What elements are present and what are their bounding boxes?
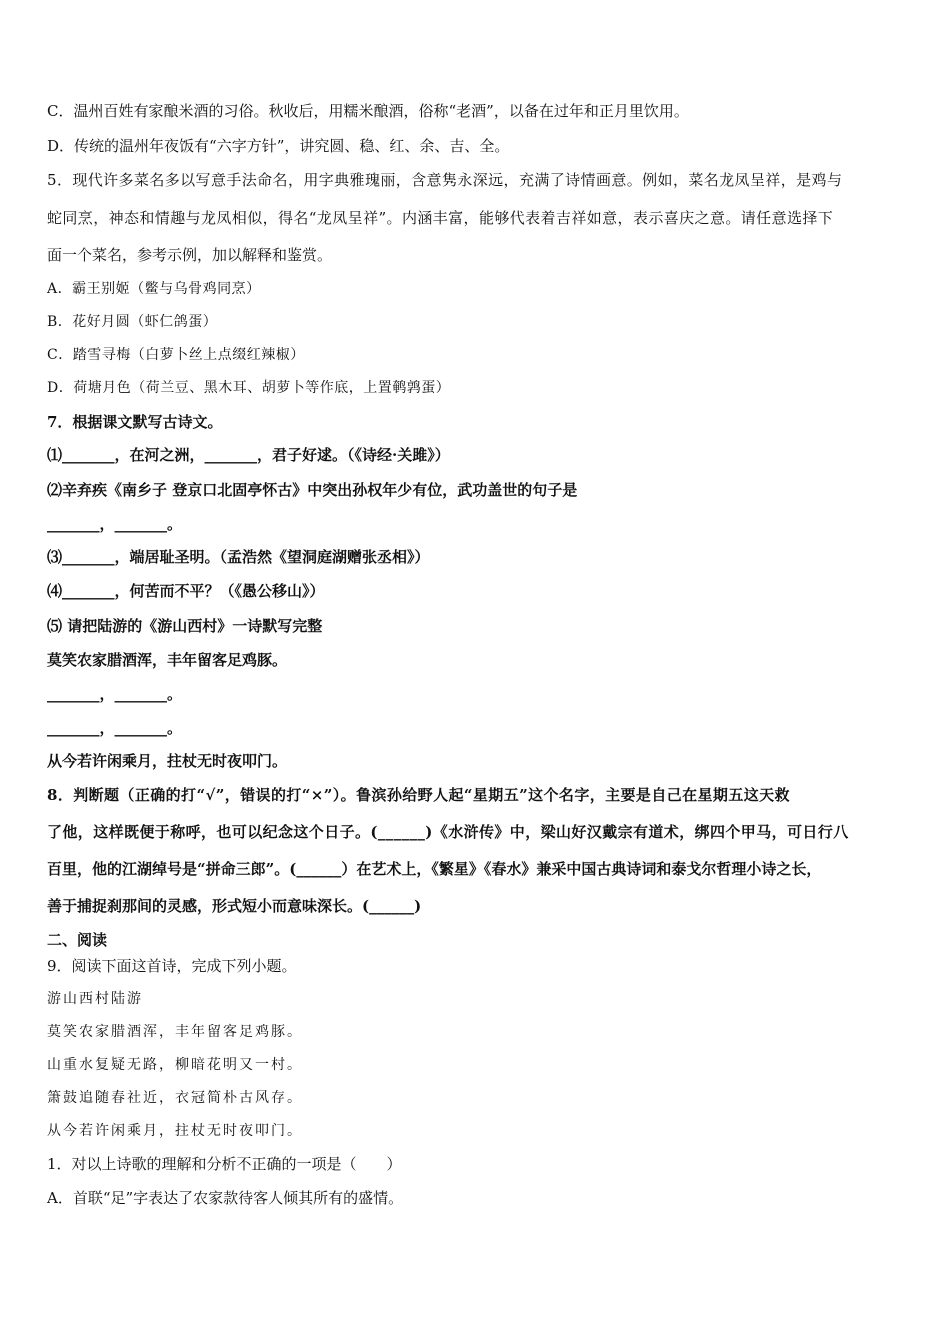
section-reading-heading: 二、阅读 xyxy=(47,931,108,949)
question-7-item-2: ⑵辛弃疾《南乡子 登京口北固亭怀古》中突出孙权年少有位，武功盖世的句子是 xyxy=(47,481,578,499)
option-c-wenzhou-wine: C．温州百姓有家酿米酒的习俗。秋收后，用糯米酿酒，俗称“老酒”，以备在过年和正月里饮用。 xyxy=(47,102,689,120)
poem-blank-line-1: _______，_______。 xyxy=(47,685,183,703)
subquestion-1: 1．对以上诗歌的理解和分析不正确的一项是（ ） xyxy=(47,1155,402,1173)
poem-line-1: 莫笑农家腊酒浑，丰年留客足鸡豚。 xyxy=(47,1024,303,1040)
question-8-line-3: 百里，他的江湖绰号是“拼命三郎”。(______）在艺术上，《繁星》《春水》兼采中国古典诗词和泰戈尔哲理小诗之长， xyxy=(47,860,822,878)
question-7-item-2-blanks: _______，_______。 xyxy=(47,515,183,533)
question-8-line-2: 了他，这样既便于称呼，也可以纪念这个日子。(______)《水浒传》中，梁山好汉戴宗有道术，绑四个甲马，可日行八 xyxy=(47,823,849,841)
poem-line-given-1: 莫笑农家腊酒浑，丰年留客足鸡豚。 xyxy=(47,651,288,669)
question-5-line-2: 蛇同烹，神态和情趣与龙凤相似，得名“龙凤呈祥”。内涵丰富，能够代表着吉祥如意，表示喜庆之意。请任意选择下 xyxy=(47,209,834,227)
poem-line-4: 从今若许闲乘月，拄杖无时夜叩门。 xyxy=(47,1123,303,1139)
question-7-item-5: ⑸ 请把陆游的《游山西村》一诗默写完整 xyxy=(47,617,323,635)
poem-blank-line-2: _______，_______。 xyxy=(47,719,183,737)
poem-line-2: 山重水复疑无路，柳暗花明又一村。 xyxy=(47,1057,303,1073)
dish-option-a: A．霸王别姬（鳖与乌骨鸡同烹） xyxy=(47,281,261,297)
poem-line-3: 箫鼓追随春社近，衣冠简朴古风存。 xyxy=(47,1090,303,1106)
question-8-line-4: 善于捕捉刹那间的灵感，形式短小而意味深长。(______) xyxy=(47,897,422,915)
question-7-item-4: ⑷_______，何苦而不平？（《愚公移山》） xyxy=(47,582,325,600)
question-5-line-1: 5．现代许多菜名多以写意手法命名，用字典雅瑰丽，含意隽永深远，充满了诗情画意。例如，菜名龙凤呈祥，是鸡与 xyxy=(47,171,843,189)
question-8-line-1: 8．判断题（正确的打“√”，错误的打“×”）。鲁滨孙给野人起“星期五”这个名字，主要是自己在星期五这天救 xyxy=(47,786,790,804)
poem-title: 游山西村陆游 xyxy=(47,991,143,1007)
question-7-item-1: ⑴_______，在河之洲，_______，君子好逑。（《诗经·关雎》） xyxy=(47,446,450,464)
dish-option-b: B．花好月圆（虾仁鸽蛋） xyxy=(47,314,218,330)
dish-option-c: C．踏雪寻梅（白萝卜丝上点缀红辣椒） xyxy=(47,347,305,363)
poem-line-given-2: 从今若许闲乘月，拄杖无时夜叩门。 xyxy=(47,752,288,770)
dish-option-d: D．荷塘月色（荷兰豆、黑木耳、胡萝卜等作底，上置鹌鹑蛋） xyxy=(47,380,451,396)
subquestion-1-option-a: A．首联“足”字表达了农家款待客人倾其所有的盛情。 xyxy=(47,1189,404,1207)
option-d-wenzhou-dinner: D．传统的温州年夜饭有“六字方针”，讲究圆、稳、红、余、吉、全。 xyxy=(47,137,510,155)
question-5-line-3: 面一个菜名，参考示例，加以解释和鉴赏。 xyxy=(47,246,333,264)
question-7-title: 7．根据课文默写古诗文。 xyxy=(47,413,223,431)
question-7-item-3: ⑶_______，端居耻圣明。（孟浩然《望洞庭湖赠张丞相》） xyxy=(47,548,430,566)
question-9-title: 9．阅读下面这首诗，完成下列小题。 xyxy=(47,957,297,975)
